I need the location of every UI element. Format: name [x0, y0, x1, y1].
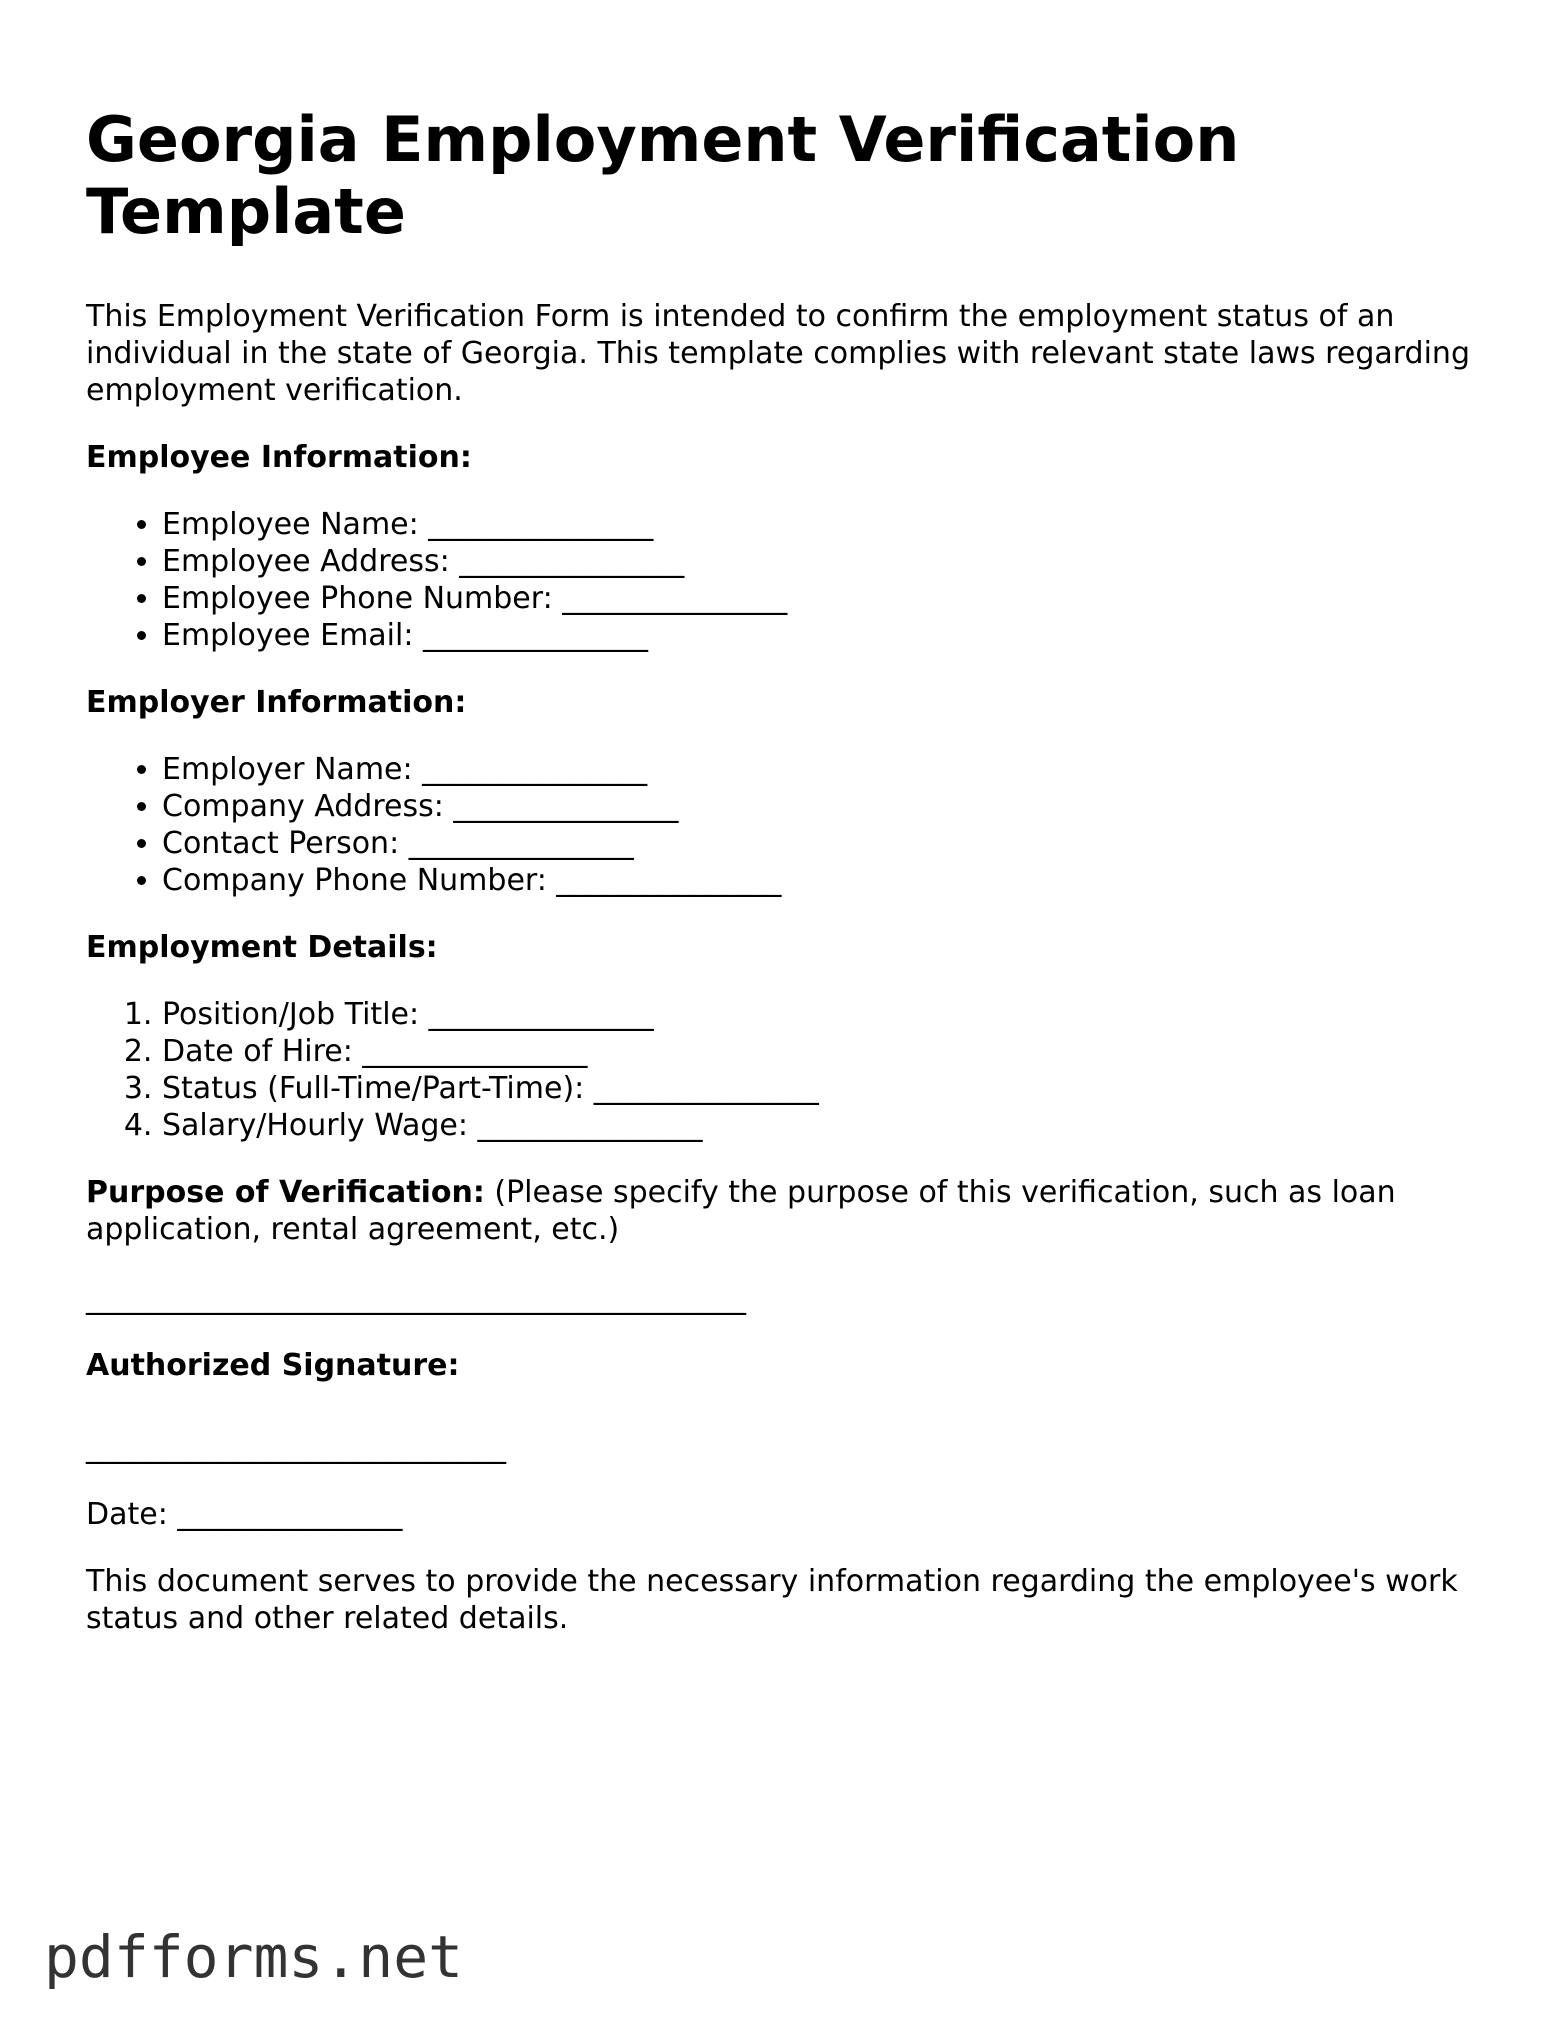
date-field[interactable]: Date: _______________	[86, 1497, 403, 1532]
pdfforms-watermark: pdfforms.net	[44, 1923, 464, 1991]
company-address-field[interactable]: • Company Address: _______________	[162, 788, 1486, 825]
employee-address-field[interactable]: • Employee Address: _______________	[162, 543, 1486, 580]
purpose-label: Purpose of Verification:	[86, 1175, 485, 1210]
authorized-signature-heading: Authorized Signature:	[86, 1348, 460, 1383]
employer-name-field[interactable]: • Employer Name: _______________	[162, 751, 1486, 788]
employment-status-field[interactable]: 3. Status (Full-Time/Part-Time): _______________	[162, 1070, 1486, 1107]
purpose-answer-line[interactable]: ____________________________________________	[86, 1281, 746, 1316]
employee-information-list	[86, 506, 1486, 654]
employer-information-heading: Employer Information:	[86, 685, 467, 720]
employee-phone-field[interactable]: • Employee Phone Number: _______________	[162, 580, 1486, 617]
document-page	[86, 104, 1486, 1637]
contact-person-field[interactable]: • Contact Person: _______________	[162, 825, 1486, 862]
salary-wage-field[interactable]: 4. Salary/Hourly Wage: _______________	[162, 1107, 1486, 1144]
employment-details-heading: Employment Details:	[86, 930, 438, 965]
intro-paragraph: This Employment Verification Form is intended to confirm the employment status of an individual in the state of Georgia. This template complies with relevant state laws regarding employment verification.	[86, 299, 1470, 408]
purpose-instructions: (Please specify the purpose of this verification, such as loan application, rental agreement, etc.)	[86, 1175, 1396, 1247]
company-phone-field[interactable]: • Company Phone Number: _______________	[162, 862, 1486, 899]
purpose-of-verification	[86, 1174, 1486, 1248]
employee-information-heading: Employee Information:	[86, 440, 472, 475]
date-of-hire-field[interactable]: 2. Date of Hire: _______________	[162, 1033, 1486, 1070]
closing-paragraph: This document serves to provide the necessary information regarding the employee's work status and other related details.	[86, 1564, 1458, 1636]
employee-email-field[interactable]: • Employee Email: _______________	[162, 617, 1486, 654]
signature-line[interactable]: ____________________________	[86, 1430, 506, 1465]
position-job-title-field[interactable]: 1. Position/Job Title: _______________	[162, 996, 1486, 1033]
employment-details-list	[86, 996, 1486, 1144]
employee-name-field[interactable]: • Employee Name: _______________	[162, 506, 1486, 543]
document-title: Georgia Employment Verification Template	[86, 103, 1240, 248]
employer-information-list	[86, 751, 1486, 899]
